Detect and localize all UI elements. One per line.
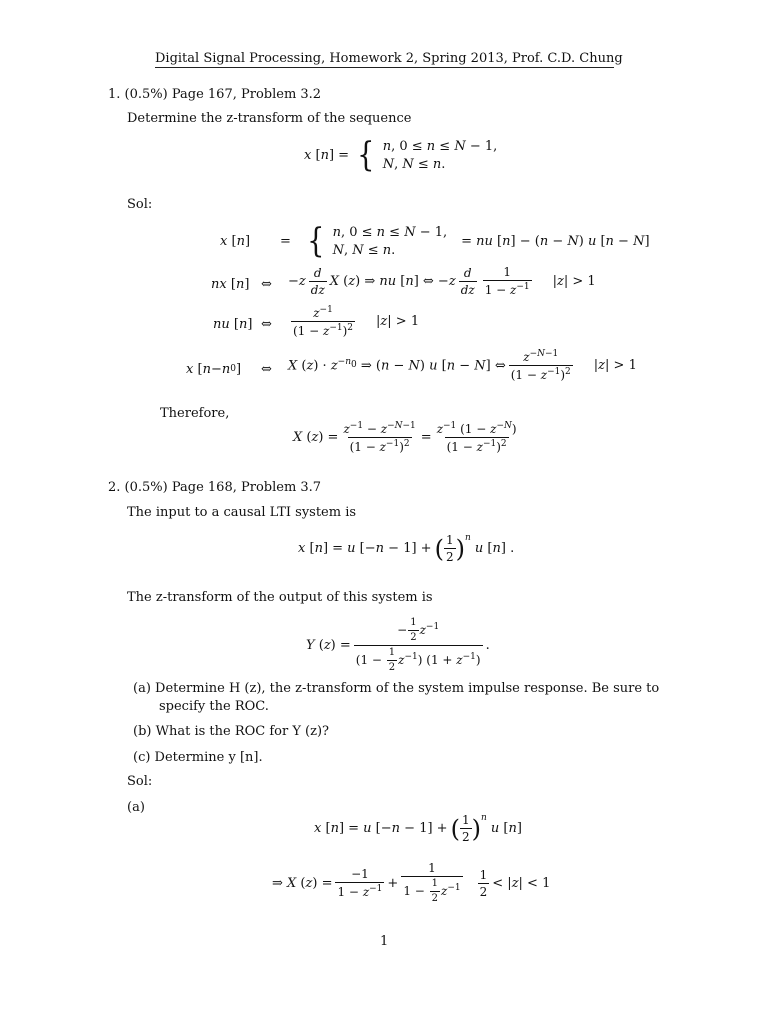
sol-line-3-lhs: nu [ n ] (213, 317, 253, 332)
part-a-question: (a) Determine H (z), the z-transform of the system impulse response. Be sure to (133, 681, 660, 696)
sol-line-3-rhs: $\frac{z^{-1}}{(1 - z^{-1})^2}$ |z| > 1 (293, 305, 420, 338)
sol-line-2-rhs: −z $\frac{d}{dz}$ X (z) ⇒ nu [n] ⇔ −z $\frac{d}{dz}$ $\frac{1}{1 - z^{-1}}$ |z| > 1 (288, 265, 596, 297)
page-number: 1 (380, 934, 389, 949)
sol-line-2-iff: ⇔ (261, 277, 272, 292)
part-c-question: (c) Determine y [n]. (133, 750, 263, 765)
problem-1-heading: 1. (0.5%) Page 167, Problem 3.2 (108, 87, 322, 102)
title-rule (155, 67, 614, 68)
problem-2-output-text: The z-transform of the output of this system is (127, 590, 433, 605)
problem-2-heading: 2. (0.5%) Page 168, Problem 3.7 (108, 480, 322, 495)
input-sequence: x [n] = u [−n − 1] + ( $\frac{1}{2}$ ) $^n$ u [n] . (298, 533, 515, 564)
sol-a-input: x [n] = u [−n − 1] + ( $\frac{1}{2}$ ) $^n$ u [n] (314, 813, 522, 844)
therefore-label: Therefore, (160, 406, 230, 421)
sol-line-2-lhs: nx [ n ] (211, 277, 250, 292)
sol-part-a-label: (a) (127, 800, 145, 815)
part-b-question: (b) What is the ROC for Y (z)? (133, 724, 330, 739)
output-transform: Y (z) = − $\frac{1}{2}$ $z^{-1}$ (1 − $\frac{1}{2}$ $z^{-1}$) $(1 + z^{-1})$ . (306, 617, 490, 673)
problem-1-prompt: Determine the z-transform of the sequence (127, 111, 412, 126)
sol-a-x-transform: ⇒ X (z) = $\frac{-1}{1 - z^{-1}}$ + 1 1 − $\frac{1}{2}$ $z^{-1}$ $\frac{1}{2}$ < |z| < 1 (272, 861, 551, 904)
problem-2-sol-label: Sol: (127, 774, 153, 789)
problem-1-sol-label: Sol: (127, 197, 153, 212)
sol-line-4-rhs: X $(z) \cdot z^{-n_0}$ ⇒ (n − N) u [n − N] ⇔ $\frac{z^{-N-1}}{(1 - z^{-1})^2}$ |z| > 1 (288, 349, 637, 382)
final-transform: X (z) = $\frac{z^{-1} - z^{-N-1}}{(1 - z^{-1})^2}$ = $\frac{z^{-1} (1 - z^{-N})}{(1 - z^{-1})^2}$ (293, 421, 517, 454)
sol-line-4-iff: ⇔ (261, 362, 272, 377)
sol-line-3-iff: ⇔ (261, 317, 272, 332)
problem-2-prompt: The input to a causal LTI system is (127, 505, 357, 520)
part-a-question-cont: specify the ROC. (159, 699, 269, 714)
document-title: Digital Signal Processing, Homework 2, Spring 2013, Prof. C.D. Chung (155, 51, 623, 66)
sequence-definition: x [n] = { n, 0 ≤ n ≤ N − 1, N, N ≤ n. (304, 135, 498, 176)
sol-line-4-lhs: x [ n − n 0 ] (186, 362, 242, 377)
sol-line-1: x [n] = { n, 0 ≤ n ≤ N − 1, N, N ≤ n. = nu [n] − (n − N) u [n − N] (220, 221, 650, 262)
